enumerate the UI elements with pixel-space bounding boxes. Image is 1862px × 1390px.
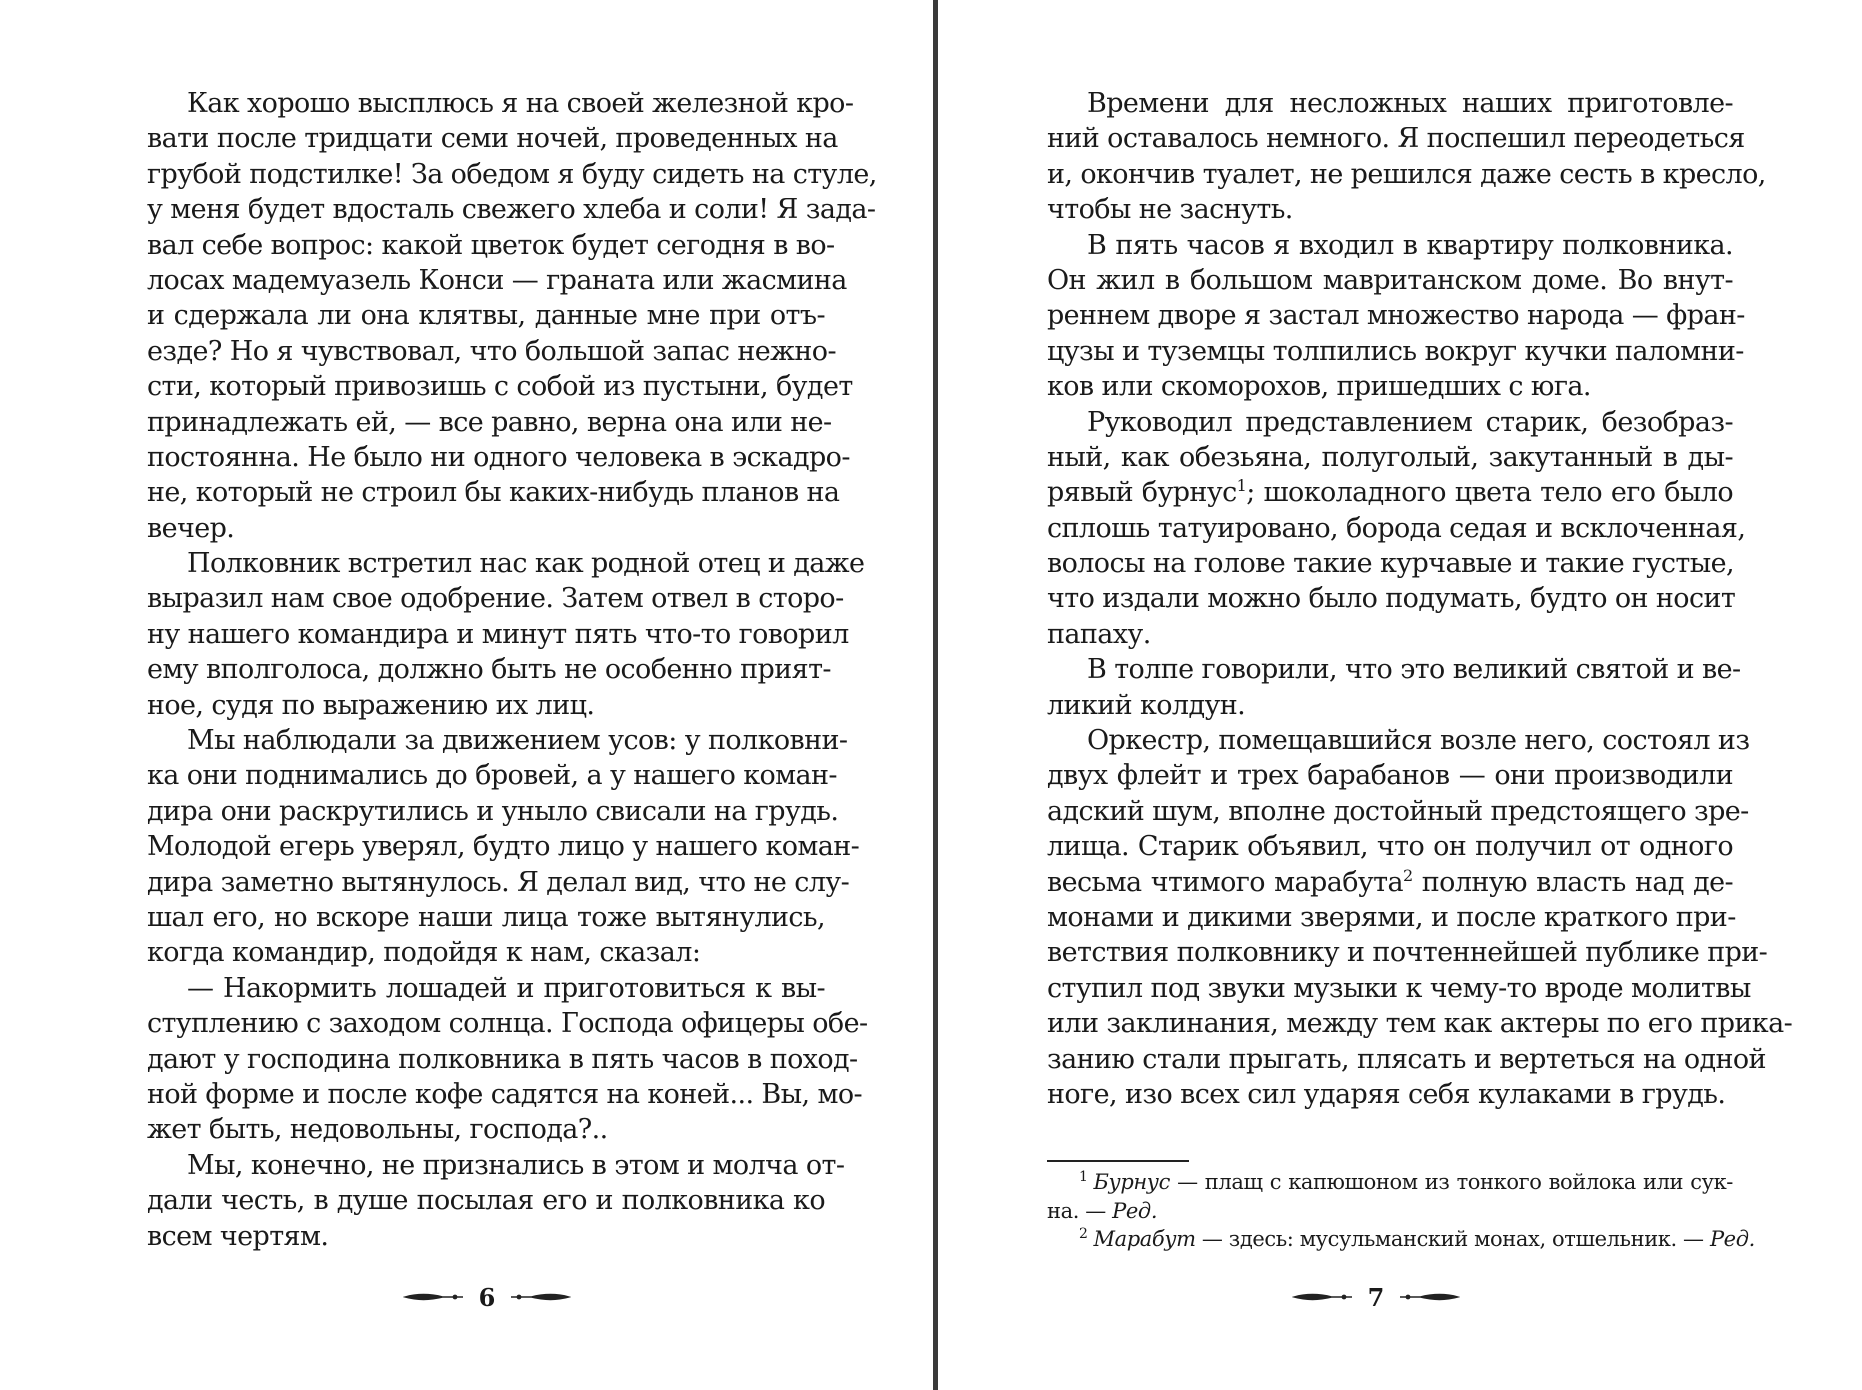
- footnote-line: $^2$ Марабут — здесь: мусульманский монах, отшельник. — Ред.: [1079, 1226, 1755, 1251]
- left-page-folio: [387, 1282, 587, 1312]
- text-line: дали честь, в душе посылая его и полковника ко: [147, 1185, 825, 1217]
- text-line: ный, как обезьяна, полуголый, закутанный в ды-: [1047, 441, 1733, 473]
- text-line: что издали можно было подумать, будто он носит: [1047, 583, 1736, 615]
- text-line: волосы на голове такие курчавые и такие густые,: [1047, 548, 1734, 580]
- page-number: 6: [478, 1282, 496, 1312]
- text-line: реннем дворе я застал множество народа — фран-: [1047, 300, 1745, 332]
- text-line: рявый бурнус$^1$; шоколадного цвета тело его было: [1047, 476, 1733, 509]
- footnotes: [1047, 1168, 1755, 1254]
- right-page-folio: [1276, 1282, 1476, 1312]
- text-line: монами и дикими зверями, и после краткого при-: [1047, 901, 1736, 933]
- text-line: ноге, изо всех сил ударяя себя кулаками в грудь.: [1047, 1078, 1726, 1110]
- text-line: Руководил представлением старик, безобраз-: [1087, 406, 1733, 438]
- text-line: цузы и туземцы толпились вокруг кучки паломни-: [1047, 335, 1744, 367]
- footnote-line: $^1$ Бурнус — плащ с капюшоном из тонкого войлока или сук-: [1079, 1169, 1733, 1194]
- text-line: Как хорошо высплюсь я на своей железной кро-: [187, 88, 854, 119]
- text-line: или заклинания, между тем как актеры по его прика-: [1047, 1008, 1793, 1040]
- footnote-reference: 2: [1402, 865, 1413, 885]
- text-line: Оркестр, помещавшийся возле него, состоял из: [1087, 725, 1750, 757]
- text-line: не, который не строил бы каких-нибудь планов на: [147, 477, 840, 509]
- text-line: лища. Старик объявил, что он получил от одного: [1047, 831, 1733, 863]
- text-line: вати после тридцати семи ночей, проведенных на: [147, 123, 838, 155]
- text-line: лосах мадемуазель Конси — граната или жасмина: [147, 264, 847, 296]
- text-line: постоянна. Не было ни одного человека в эскадро-: [147, 441, 850, 473]
- text-line: адский шум, вполне достойный предстоящего зре-: [1047, 795, 1749, 827]
- text-line: ступлению с заходом солнца. Господа офицеры обе-: [147, 1008, 868, 1040]
- text-line: Полковник встретил нас как родной отец и даже: [187, 548, 865, 580]
- text-line: ликий колдун.: [1047, 689, 1246, 721]
- ornament-left-icon: [1292, 1291, 1354, 1303]
- text-line: когда командир, подойдя к нам, сказал:: [147, 937, 701, 969]
- text-line: ний оставалось немного. Я поспешил переодеться: [1047, 123, 1745, 155]
- text-line: занию стали прыгать, плясать и вертеться на одной: [1047, 1043, 1766, 1075]
- text-line: всем чертям.: [147, 1220, 329, 1252]
- text-line: вечер.: [147, 512, 235, 544]
- text-line: Мы наблюдали за движением усов: у полковни-: [187, 725, 848, 757]
- text-line: весьма чтимого марабута$^2$ полную власть над де-: [1047, 865, 1733, 898]
- text-line: В пять часов я входил в квартиру полковника.: [1087, 229, 1733, 261]
- text-line: папаху.: [1047, 618, 1151, 650]
- text-line: ступил под звуки музыки к чему-то вроде молитвы: [1047, 972, 1751, 1004]
- text-line: дира заметно вытянулось. Я делал вид, что не слу-: [147, 866, 850, 898]
- text-line: выразил нам свое одобрение. Затем отвел в сторо-: [147, 583, 844, 615]
- text-line: В толпе говорили, что это великий святой и ве-: [1087, 654, 1741, 686]
- text-line: ветствия полковнику и почтеннейшей публике при-: [1047, 937, 1768, 969]
- text-line: Мы, конечно, не признались в этом и молча от-: [187, 1149, 845, 1181]
- text-line: ное, судя по выражению их лиц.: [147, 689, 595, 721]
- text-line: ной форме и после кофе садятся на коней... Вы, мо-: [147, 1078, 863, 1110]
- ornament-left-icon: [403, 1291, 465, 1303]
- ornament-right-icon: [509, 1291, 571, 1303]
- text-line: жет быть, недовольны, господа?..: [147, 1114, 608, 1146]
- text-line: чтобы не заснуть.: [1047, 194, 1293, 226]
- text-line: сти, который привозишь с собой из пустыни, будет: [147, 371, 853, 403]
- text-line: и, окончив туалет, не решился даже сесть в кресло,: [1047, 158, 1766, 190]
- text-line: вал себе вопрос: какой цветок будет сегодня в во-: [147, 229, 835, 261]
- footnote-reference: 1: [1236, 476, 1247, 496]
- text-line: грубой подстилке! За обедом я буду сидеть на стуле,: [147, 158, 877, 190]
- footnote-rule: [1047, 1160, 1189, 1162]
- text-line: Молодой егерь уверял, будто лицо у нашего коман-: [147, 831, 860, 863]
- text-line: сплошь татуировано, борода седая и всклоченная,: [1047, 512, 1746, 544]
- right-page-body-text: [1047, 86, 1793, 1112]
- text-line: ну нашего командира и минут пять что-то говорил: [147, 618, 849, 650]
- ornament-right-icon: [1398, 1291, 1460, 1303]
- text-line: — Накормить лошадей и приготовиться к вы-: [187, 972, 825, 1004]
- text-line: дают у господина полковника в пять часов в поход-: [147, 1043, 858, 1075]
- text-line: шал его, но вскоре наши лица тоже вытянулись,: [147, 901, 825, 933]
- text-line: дира они раскрутились и уныло свисали на грудь.: [147, 795, 839, 827]
- text-line: ему вполголоса, должно быть не особенно прият-: [147, 654, 831, 686]
- footnote-line: на. — Ред.: [1047, 1198, 1158, 1223]
- text-line: принадлежать ей, — все равно, верна она или не-: [147, 406, 832, 438]
- text-line: и сдержала ли она клятвы, данные мне при отъ-: [147, 300, 825, 332]
- right-page: [938, 0, 1862, 1390]
- text-line: ков или скоморохов, пришедших с юга.: [1047, 371, 1591, 403]
- text-line: ка они поднимались до бровей, а у нашего коман-: [147, 760, 837, 792]
- text-line: Он жил в большом мавританском доме. Во внут-: [1047, 264, 1733, 296]
- text-line: у меня будет вдосталь свежего хлеба и соли! Я зада-: [147, 194, 876, 226]
- text-line: Времени для несложных наших приготовле-: [1087, 88, 1733, 119]
- text-line: двух флейт и трех барабанов — они производили: [1047, 760, 1733, 792]
- left-page-body-text: [147, 86, 877, 1254]
- text-line: езде? Но я чувствовал, что большой запас нежно-: [147, 335, 836, 367]
- page-number: 7: [1367, 1282, 1385, 1312]
